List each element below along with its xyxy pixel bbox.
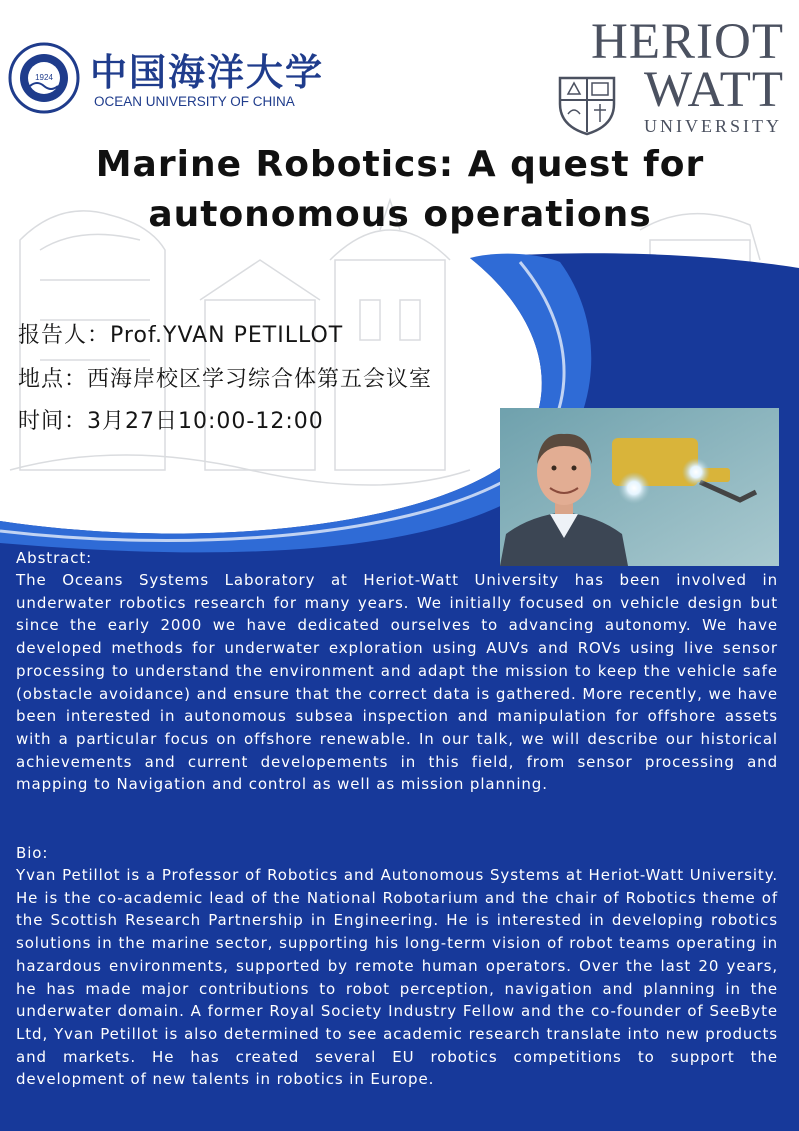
heriot-watt-logo xyxy=(556,14,784,140)
venue-line: 地点：西海岸校区学习综合体第五会议室 xyxy=(18,367,433,392)
hw-word-heriot: HERIOT xyxy=(591,14,784,70)
abstract-text: The Oceans Systems Laboratory at Heriot-Watt University has been involved in underwater robotics research for many years. We initially focused on vehicle design but since the early 2000 we have dedicated ourselves to advancing autonomy. We have developed methods for underwater exploration using AUVs and ROVs using live sensor processing to understand the environment and adapt the mission to keep the vehicle safe (obstacle avoidance) and ensure that the correct data is gathered. More recently, we have been interested in autonomous subsea inspection and manipulation for offshore assets with a particular focus on offshore renewable. In our talk, we will describe our historical achievements and current developements in this field, from sensor processing and mapping to Navigation and control as well as mission planning. xyxy=(16,571,778,794)
ouc-logo xyxy=(8,40,324,112)
hw-word-watt: WATT xyxy=(644,62,784,118)
poster-title: Marine Robotics: A quest for autonomous operations xyxy=(95,144,705,235)
seal-year: 1924 xyxy=(35,73,53,82)
hw-crest-icon xyxy=(556,74,618,136)
ouc-seal-icon xyxy=(8,42,80,114)
abstract-heading: Abstract: xyxy=(16,549,93,567)
hw-word-university: UNIVERSITY xyxy=(644,116,782,136)
speaker-line: 报告人：Prof.YVAN PETILLOT xyxy=(18,323,344,348)
bio-text: Yvan Petillot is a Professor of Robotics and Autonomous Systems at Heriot-Watt University. He is the co-academic lead of the National Robotarium and the chair of Robotics theme of the Scottish Research Partnership in Engineering. He is interested in developing robotics solutions in the marine sector, supporting his long-term vision of robot teams operating in hazardous environments, supported by remote human operators. Over the last 20 years, he has made major contributions to robot perception, navigation and planning in the underwater domain. A former Royal Society Industry Fellow and the co-founder of SeeByte Ltd, Yvan Petillot is also determined to see academic research translate into new products and markets. He has created several EU robotics competitions to support the development of new talents in robotics in Europe. xyxy=(16,866,778,1089)
speaker-photo-illustration xyxy=(500,408,779,566)
time-line: 时间：3月27日10:00-12:00 xyxy=(18,409,324,434)
bio-heading: Bio: xyxy=(16,844,49,862)
speaker-photo xyxy=(500,408,779,566)
ouc-chinese-name: 中国海洋大学 xyxy=(90,50,324,94)
ouc-english-name: OCEAN UNIVERSITY OF CHINA xyxy=(94,94,295,109)
